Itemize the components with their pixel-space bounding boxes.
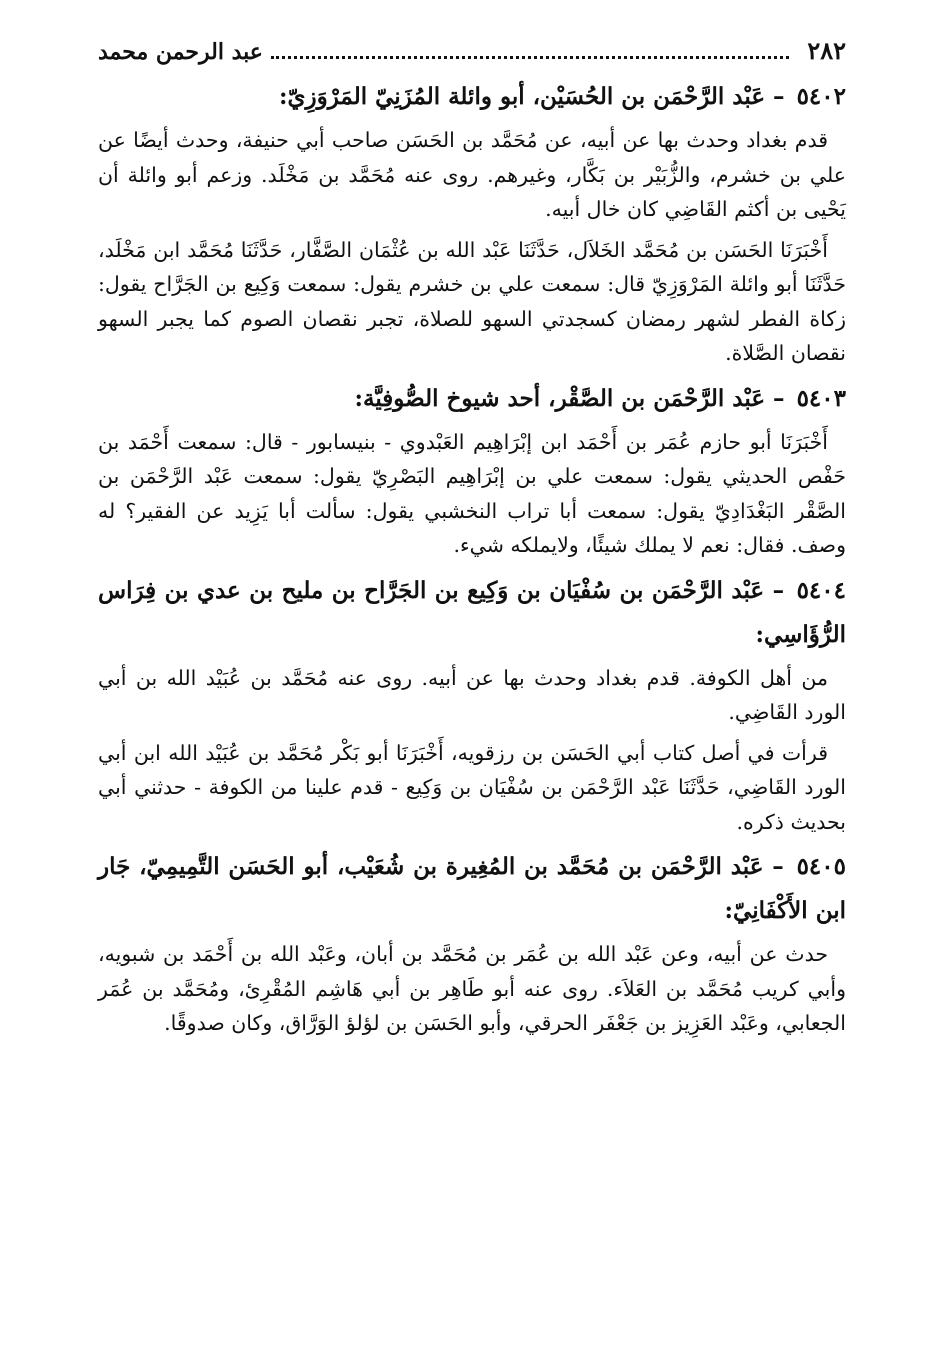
entry-number: ٥٤٠٤ (796, 576, 846, 604)
entry-heading (98, 845, 846, 933)
entry-title: – عَبْد الرَّحْمَن بن الصَّقْر، أحد شيوخ الصُّوفِيَّة: (354, 384, 785, 412)
entry-number: ٥٤٠٢ (796, 83, 846, 110)
entry-paragraph: أَخْبَرَنَا الحَسَن بن مُحَمَّد الخَلاَل، حَدَّثَنَا عَبْد الله بن عُثْمَان الصَّفَّار، حَدَّثَنَا مُحَمَّد ابن مَخْلَد، حَدَّثَنَا أبو وائلة المَرْوَزِيّ قال: سمعت علي بن خشرم يقول: سمعت وَكِيع بن الجَرَّاح يقول: زكاة الفطر لشهر رمضان كسجدتي السهو للصلاة، تجبر نقصان الصوم كما يجبر السهو نقصان الصَّلاة. (98, 237, 846, 365)
entry-number: ٥٤٠٣ (796, 384, 846, 412)
entry-paragraph: حدث عن أبيه، وعن عَبْد الله بن عُمَر بن مُحَمَّد بن أبان، وعَبْد الله بن أَحْمَد بن شبويه، وأبي كريب مُحَمَّد بن العَلاَء. روى عنه أبو طَاهِر بن أبي هَاشِم المُقْرِئ، ومُحَمَّد بن عُمَر الجعابي، وعَبْد العَزِيز بن جَعْفَر الحرقي، وأبو الحَسَن بن لؤلؤ الوَرَّاق، وكان صدوقًا. (98, 942, 846, 1035)
entry-title: – عَبْد الرَّحْمَن بن مُحَمَّد بن المُغِيرة بن شُعَيْب، أبو الحَسَن التَّمِيمِيّ، جَار ابن الأَكْفَانِيّ: (98, 853, 846, 924)
entry-number: ٥٤٠٥ (796, 853, 846, 880)
entry-paragraph: أَخْبَرَنَا أبو حازم عُمَر بن أَحْمَد ابن إبْرَاهِيم العَبْدوي - بنيسابور - قال: سمعت أَحْمَد بن حَفْص الحديثي يقول: سمعت علي بن إبْرَاهِيم البَصْرِيّ يقول: سمعت عَبْد الرَّحْمَن بن الصَّقْر البَغْدَادِيّ يقول: سمعت أبا تراب النخشبي يقول: سألت أبا يَزِيد عن الفقير؟ له وصف. فقال: نعم لا يملك شيئًا، ولايملكه شيء. (98, 429, 846, 557)
entry-paragraph: من أهل الكوفة. قدم بغداد وحدث بها عن أبيه. روى عنه مُحَمَّد بن عُبَيْد الله بن أبي الورد القَاضِي. (98, 665, 846, 724)
running-title: عبد الرحمن محمد (98, 39, 263, 65)
entry-heading (98, 377, 846, 421)
entry-title: – عَبْد الرَّحْمَن بن سُفْيَان بن وَكِيع بن الجَرَّاح بن مليح بن عدي بن فِرَاس الرُّؤَاسِي: (98, 576, 846, 648)
entry-heading (98, 75, 846, 119)
page-number: ٢٨٢ (807, 36, 846, 65)
entry-paragraph: قرأت في أصل كتاب أبي الحَسَن بن رزقويه، أَخْبَرَنَا أبو بَكْر مُحَمَّد بن عُبَيْد الله ابن أبي الورد القَاضِي، حَدَّثَنَا عَبْد الرَّحْمَن بن سُفْيَان بن وَكِيع - قدم علينا من الكوفة - حدثني أبي بحديث ذكره. (98, 740, 846, 834)
entry-5402 (98, 75, 846, 371)
entry-5403 (98, 377, 846, 563)
running-head (98, 36, 846, 65)
entry-5404 (98, 569, 846, 840)
dotted-leader (271, 56, 789, 59)
entry-5405 (98, 845, 846, 1041)
entry-title: – عَبْد الرَّحْمَن بن الحُسَيْن، أبو وائلة المُزَنِيّ المَرْوَزِيّ: (279, 83, 785, 110)
entry-heading (98, 569, 846, 657)
entry-paragraph: قدم بغداد وحدث بها عن أبيه، عن مُحَمَّد بن الحَسَن صاحب أبي حنيفة، وحدث أيضًا عن علي بن خشرم، والزُّبَيْر بن بَكَّار، وغيرهم. روى عنه مُحَمَّد بن مَخْلَد. وزعم أبو وائلة أن يَحْيى بن أكثم القَاضِي كان خال أبيه. (98, 128, 846, 221)
